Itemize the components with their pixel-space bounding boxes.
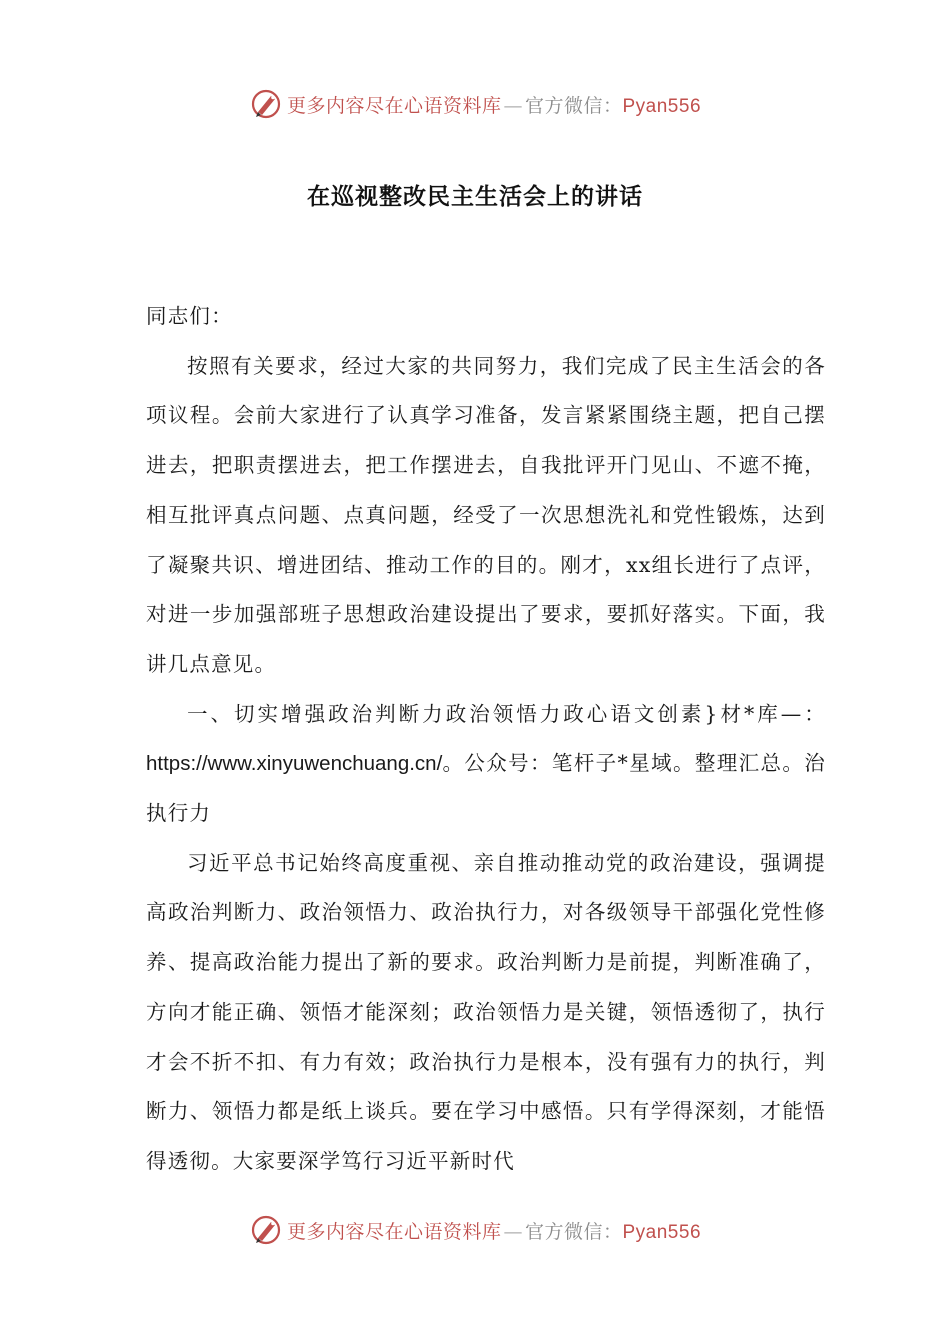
paragraph-intro: 按照有关要求，经过大家的共同努力，我们完成了民主生活会的各项议程。会前大家进行了认真学习准备，发言紧紧围绕主题，把自己摆进去，把职责摆进去，把工作摆进去，自我批评开门见山、不遮不掩，相互批评真点问题、点真问题，经受了一次思想洗礼和党性锻炼，达到了凝聚共识、增进团结、推动工作的目的。刚才，xx组长进行了点评，对进一步加强部班子思想政治建设提出了要求，要抓好落实。下面，我讲几点意见。 <box>146 353 826 676</box>
pen-logo-icon <box>249 87 283 121</box>
document-body <box>146 292 826 1187</box>
watermark-wechat-id: Pyan556 <box>622 95 702 117</box>
section-heading-1-text: 一、切实增强政治判断力政治领悟力政心语文创素}材*库—： <box>187 701 826 726</box>
header-watermark <box>0 84 950 124</box>
section-heading-1-url: https://www.xinyuwenchuang.cn/ <box>146 752 443 776</box>
salutation: 同志们： <box>146 304 233 328</box>
pen-logo-icon <box>249 1213 283 1247</box>
watermark-label: 官方微信： <box>524 94 623 117</box>
watermark-label: 官方微信： <box>524 1220 623 1243</box>
watermark-text: 更多内容尽在心语资料库 <box>286 94 502 117</box>
footer-watermark <box>0 1210 950 1250</box>
watermark-wechat-id: Pyan556 <box>622 1221 702 1243</box>
watermark-text: 更多内容尽在心语资料库 <box>286 1220 502 1243</box>
section-heading-1 <box>146 690 826 839</box>
watermark-dash: — <box>503 1220 523 1243</box>
paragraph-section-1: 习近平总书记始终高度重视、亲自推动推动党的政治建设，强调提高政治判断力、政治领悟力、政治执行力，对各级领导干部强化党性修养、提高政治能力提出了新的要求。政治判断力是前提，判断准确了，方向才能正确、领悟才能深刻；政治领悟力是关键，领悟透彻了，执行才会不折不扣、有力有效；政治执行力是根本，没有强有力的执行，判断力、领悟力都是纸上谈兵。要在学习中感悟。只有学得深刻，才能悟得透彻。大家要深学笃行习近平新时代 <box>146 850 826 1173</box>
document-title: 在巡视整改民主生活会上的讲话 <box>307 183 643 210</box>
watermark-dash: — <box>503 94 523 117</box>
section-heading-1-suffix: 。公众号：笔杆子*星域。整理汇总。治执行力 <box>146 751 826 826</box>
